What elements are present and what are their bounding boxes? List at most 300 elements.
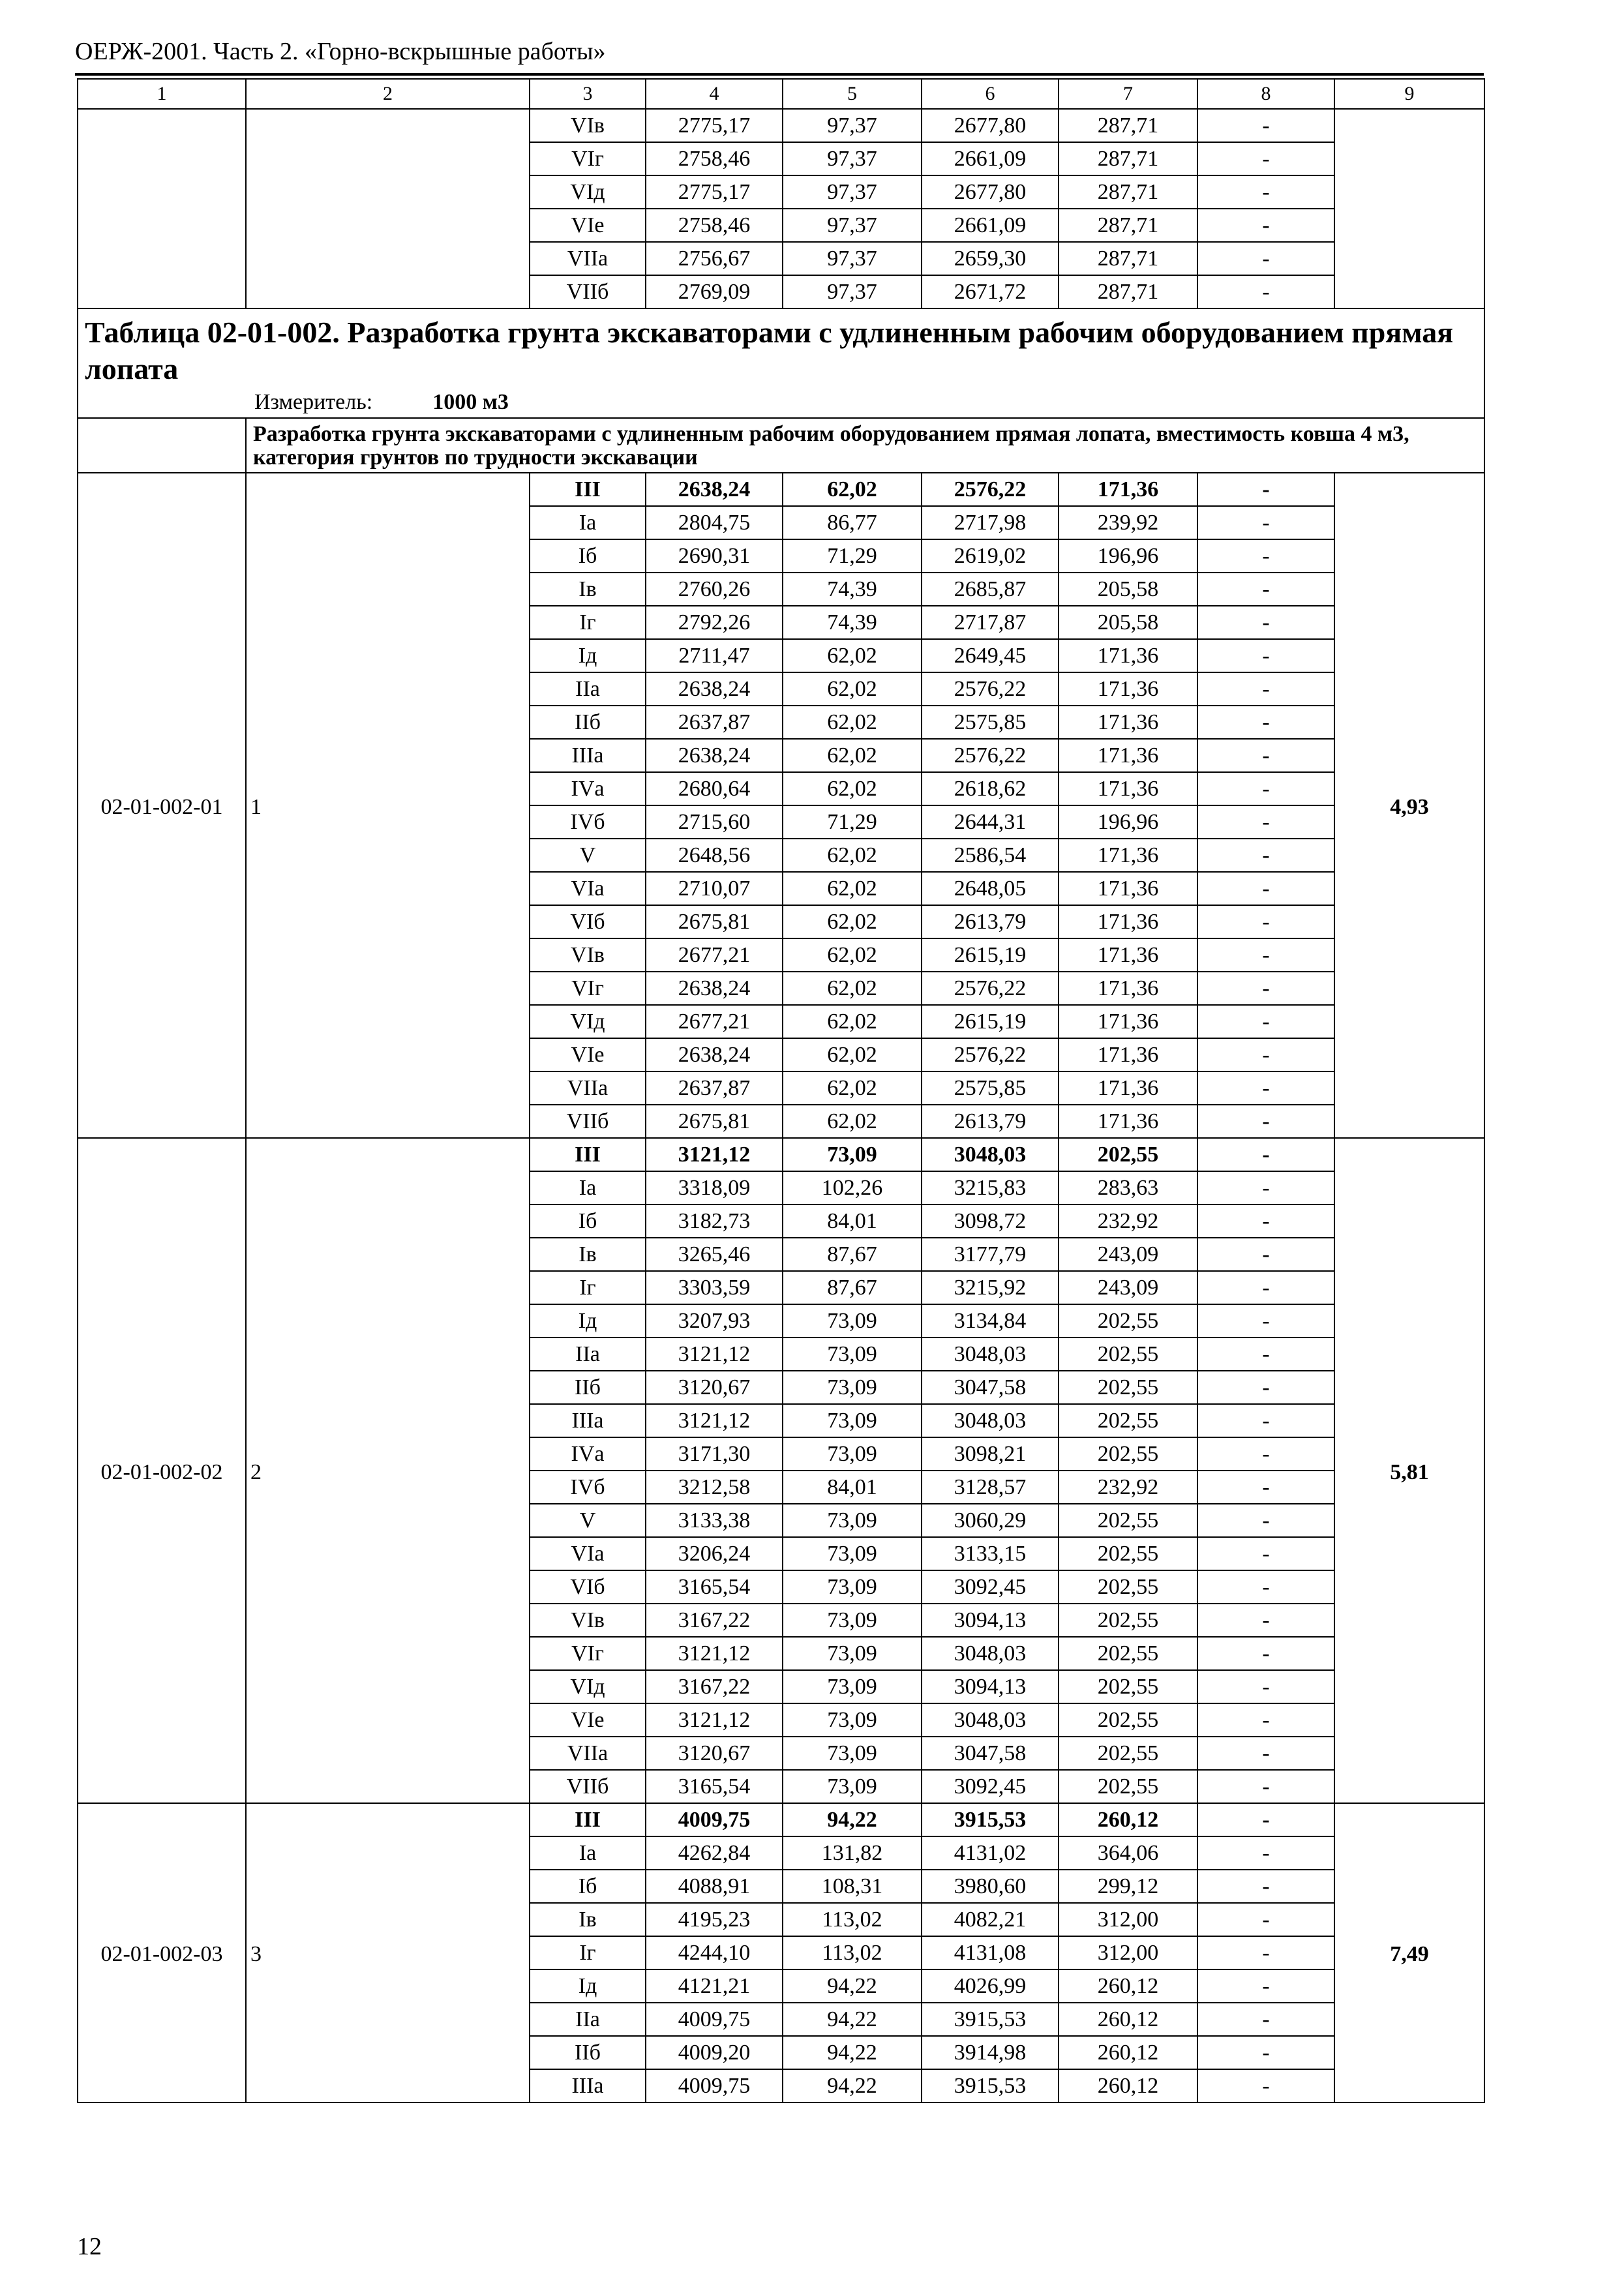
value-cell: 3265,46 <box>646 1238 783 1271</box>
value-cell: 94,22 <box>783 1803 922 1836</box>
column-number: 7 <box>1059 79 1197 109</box>
value-cell: 3212,58 <box>646 1471 783 1504</box>
soil-category-cell: Iд <box>530 1969 646 2003</box>
value-cell: 73,09 <box>783 1537 922 1570</box>
value-cell: 131,82 <box>783 1836 922 1870</box>
value-cell: - <box>1197 573 1334 606</box>
soil-category-cell: VIв <box>530 109 646 142</box>
value-cell: - <box>1197 1238 1334 1271</box>
value-cell: - <box>1197 672 1334 706</box>
soil-category-cell: Iв <box>530 1238 646 1271</box>
table-title-cell <box>78 308 1484 418</box>
value-cell: 3177,79 <box>922 1238 1059 1271</box>
value-cell: 2637,87 <box>646 1071 783 1105</box>
value-cell: 2576,22 <box>922 972 1059 1005</box>
value-cell: 3915,53 <box>922 2003 1059 2036</box>
value-cell: 73,09 <box>783 1304 922 1338</box>
value-cell: 3092,45 <box>922 1570 1059 1604</box>
soil-category-cell: VIд <box>530 175 646 209</box>
value-cell: - <box>1197 1637 1334 1670</box>
value-cell: 4082,21 <box>922 1903 1059 1936</box>
value-cell: 2575,85 <box>922 1071 1059 1105</box>
labor-cell: 7,49 <box>1334 1803 1484 2102</box>
value-cell: 364,06 <box>1059 1836 1197 1870</box>
value-cell: - <box>1197 1703 1334 1737</box>
value-cell: 287,71 <box>1059 242 1197 275</box>
value-cell: 62,02 <box>783 772 922 805</box>
value-cell: - <box>1197 175 1334 209</box>
value-cell: 3048,03 <box>922 1703 1059 1737</box>
value-cell: - <box>1197 2003 1334 2036</box>
value-cell: 243,09 <box>1059 1238 1197 1271</box>
value-cell: 73,09 <box>783 1703 922 1737</box>
value-cell: 2638,24 <box>646 473 783 506</box>
soil-category-cell: IIа <box>530 1338 646 1371</box>
value-cell: 2775,17 <box>646 175 783 209</box>
soil-category-cell: VIд <box>530 1670 646 1703</box>
value-cell: 202,55 <box>1059 1703 1197 1737</box>
value-cell: 87,67 <box>783 1238 922 1271</box>
value-cell: 202,55 <box>1059 1138 1197 1171</box>
value-cell: 3121,12 <box>646 1138 783 1171</box>
value-cell: 73,09 <box>783 1570 922 1604</box>
value-cell: 2661,09 <box>922 209 1059 242</box>
value-cell: - <box>1197 1969 1334 2003</box>
value-cell: 2638,24 <box>646 672 783 706</box>
value-cell: 202,55 <box>1059 1770 1197 1803</box>
value-cell: 287,71 <box>1059 109 1197 142</box>
value-cell: - <box>1197 1537 1334 1570</box>
value-cell: 2769,09 <box>646 275 783 308</box>
value-cell: - <box>1197 1570 1334 1604</box>
value-cell: - <box>1197 1903 1334 1936</box>
value-cell: 260,12 <box>1059 2069 1197 2102</box>
value-cell: 3121,12 <box>646 1404 783 1437</box>
value-cell: 2677,80 <box>922 109 1059 142</box>
value-cell: 108,31 <box>783 1870 922 1903</box>
value-cell: 3980,60 <box>922 1870 1059 1903</box>
value-cell: 202,55 <box>1059 1670 1197 1703</box>
value-cell: 287,71 <box>1059 275 1197 308</box>
value-cell: 97,37 <box>783 275 922 308</box>
soil-category-cell: IVа <box>530 1437 646 1471</box>
soil-category-cell: IIIа <box>530 739 646 772</box>
soil-category-cell: Iв <box>530 1903 646 1936</box>
value-cell: 94,22 <box>783 2069 922 2102</box>
value-cell: 4009,75 <box>646 2069 783 2102</box>
value-cell: 62,02 <box>783 839 922 872</box>
value-cell: 202,55 <box>1059 1504 1197 1537</box>
num-cell: 3 <box>246 1803 530 2102</box>
value-cell: 171,36 <box>1059 772 1197 805</box>
value-cell: 62,02 <box>783 1105 922 1138</box>
value-cell: 2659,30 <box>922 242 1059 275</box>
value-cell: 171,36 <box>1059 706 1197 739</box>
value-cell: - <box>1197 1138 1334 1171</box>
value-cell: 2775,17 <box>646 109 783 142</box>
soil-category-cell: IIб <box>530 2036 646 2069</box>
value-cell: 3165,54 <box>646 1570 783 1604</box>
value-cell: 4009,75 <box>646 2003 783 2036</box>
value-cell: - <box>1197 2036 1334 2069</box>
value-cell: - <box>1197 1670 1334 1703</box>
value-cell: - <box>1197 1204 1334 1238</box>
rates-table-body <box>78 79 1484 2102</box>
value-cell: 73,09 <box>783 1770 922 1803</box>
table-row <box>78 109 1484 142</box>
value-cell: 62,02 <box>783 1071 922 1105</box>
value-cell: 312,00 <box>1059 1936 1197 1969</box>
value-cell: - <box>1197 772 1334 805</box>
soil-category-cell: IIб <box>530 706 646 739</box>
soil-category-cell: VIг <box>530 972 646 1005</box>
value-cell: 260,12 <box>1059 1969 1197 2003</box>
value-cell: 3182,73 <box>646 1204 783 1238</box>
column-number: 4 <box>646 79 783 109</box>
value-cell: 283,63 <box>1059 1171 1197 1204</box>
value-cell: 2675,81 <box>646 1105 783 1138</box>
value-cell: 2804,75 <box>646 506 783 539</box>
value-cell: 62,02 <box>783 972 922 1005</box>
unit-line <box>254 390 1477 415</box>
column-number: 9 <box>1334 79 1484 109</box>
value-cell: 3303,59 <box>646 1271 783 1304</box>
soil-category-cell: III <box>530 1138 646 1171</box>
value-cell: - <box>1197 1071 1334 1105</box>
value-cell: 73,09 <box>783 1138 922 1171</box>
value-cell: 202,55 <box>1059 1371 1197 1404</box>
soil-category-cell: VIб <box>530 1570 646 1604</box>
value-cell: 2680,64 <box>646 772 783 805</box>
value-cell: - <box>1197 1936 1334 1969</box>
value-cell: 3915,53 <box>922 2069 1059 2102</box>
value-cell: 171,36 <box>1059 1038 1197 1071</box>
soil-category-cell: IVа <box>530 772 646 805</box>
value-cell: 73,09 <box>783 1504 922 1537</box>
value-cell: 4009,75 <box>646 1803 783 1836</box>
value-cell: 2648,05 <box>922 872 1059 905</box>
soil-category-cell: VIе <box>530 1038 646 1071</box>
table-row <box>78 1138 1484 1171</box>
value-cell: 3047,58 <box>922 1737 1059 1770</box>
value-cell: 243,09 <box>1059 1271 1197 1304</box>
value-cell: 4131,08 <box>922 1936 1059 1969</box>
value-cell: 2638,24 <box>646 739 783 772</box>
value-cell: 113,02 <box>783 1936 922 1969</box>
value-cell: 202,55 <box>1059 1304 1197 1338</box>
column-number: 6 <box>922 79 1059 109</box>
value-cell: 171,36 <box>1059 872 1197 905</box>
value-cell: - <box>1197 872 1334 905</box>
soil-category-cell: V <box>530 1504 646 1537</box>
column-number: 5 <box>783 79 922 109</box>
value-cell: 94,22 <box>783 2036 922 2069</box>
value-cell: 74,39 <box>783 606 922 639</box>
value-cell: 73,09 <box>783 1604 922 1637</box>
value-cell: 97,37 <box>783 209 922 242</box>
value-cell: - <box>1197 1171 1334 1204</box>
value-cell: 2677,80 <box>922 175 1059 209</box>
code-cell: 02-01-002-02 <box>78 1138 246 1803</box>
code-cell <box>78 109 246 308</box>
value-cell: - <box>1197 1271 1334 1304</box>
value-cell: 2685,87 <box>922 573 1059 606</box>
value-cell: 2575,85 <box>922 706 1059 739</box>
table-row <box>78 473 1484 506</box>
value-cell: - <box>1197 706 1334 739</box>
value-cell: 4195,23 <box>646 1903 783 1936</box>
value-cell: 62,02 <box>783 739 922 772</box>
soil-category-cell: Iа <box>530 506 646 539</box>
value-cell: 2638,24 <box>646 972 783 1005</box>
value-cell: - <box>1197 839 1334 872</box>
unit-label: Измеритель: <box>254 390 373 414</box>
value-cell: 202,55 <box>1059 1338 1197 1371</box>
value-cell: 3092,45 <box>922 1770 1059 1803</box>
value-cell: 2638,24 <box>646 1038 783 1071</box>
value-cell: 171,36 <box>1059 639 1197 672</box>
soil-category-cell: VIа <box>530 872 646 905</box>
value-cell: 2756,67 <box>646 242 783 275</box>
value-cell: 3120,67 <box>646 1371 783 1404</box>
value-cell: - <box>1197 109 1334 142</box>
soil-category-cell: Iб <box>530 1870 646 1903</box>
value-cell: 2644,31 <box>922 805 1059 839</box>
value-cell: 73,09 <box>783 1371 922 1404</box>
value-cell: 171,36 <box>1059 938 1197 972</box>
value-cell: 2690,31 <box>646 539 783 573</box>
value-cell: 196,96 <box>1059 539 1197 573</box>
soil-category-cell: VIд <box>530 1005 646 1038</box>
soil-category-cell: Iб <box>530 1204 646 1238</box>
value-cell: 3215,83 <box>922 1171 1059 1204</box>
code-cell: 02-01-002-01 <box>78 473 246 1138</box>
value-cell: - <box>1197 1604 1334 1637</box>
value-cell: 2717,98 <box>922 506 1059 539</box>
value-cell: - <box>1197 972 1334 1005</box>
value-cell: 4121,21 <box>646 1969 783 2003</box>
value-cell: 3318,09 <box>646 1171 783 1204</box>
value-cell: - <box>1197 1504 1334 1537</box>
value-cell: - <box>1197 739 1334 772</box>
value-cell: 2671,72 <box>922 275 1059 308</box>
value-cell: 2792,26 <box>646 606 783 639</box>
page-header-title: ОЕРЖ-2001. Часть 2. «Горно-вскрышные работы» <box>75 38 606 65</box>
value-cell: 232,92 <box>1059 1204 1197 1238</box>
value-cell: - <box>1197 1770 1334 1803</box>
value-cell: 3133,38 <box>646 1504 783 1537</box>
value-cell: - <box>1197 1737 1334 1770</box>
value-cell: - <box>1197 1803 1334 1836</box>
value-cell: 3094,13 <box>922 1604 1059 1637</box>
value-cell: 171,36 <box>1059 972 1197 1005</box>
value-cell: 3206,24 <box>646 1537 783 1570</box>
value-cell: - <box>1197 639 1334 672</box>
value-cell: 2677,21 <box>646 938 783 972</box>
value-cell: 205,58 <box>1059 573 1197 606</box>
value-cell: 287,71 <box>1059 209 1197 242</box>
soil-category-cell: Iа <box>530 1171 646 1204</box>
value-cell: 171,36 <box>1059 839 1197 872</box>
table-title-row <box>78 308 1484 418</box>
soil-category-cell: III <box>530 1803 646 1836</box>
value-cell: 2576,22 <box>922 1038 1059 1071</box>
table-description-row <box>78 418 1484 473</box>
value-cell: 4262,84 <box>646 1836 783 1870</box>
value-cell: 3094,13 <box>922 1670 1059 1703</box>
value-cell: 3207,93 <box>646 1304 783 1338</box>
value-cell: 287,71 <box>1059 175 1197 209</box>
value-cell: 2715,60 <box>646 805 783 839</box>
value-cell: 84,01 <box>783 1471 922 1504</box>
value-cell: 2648,56 <box>646 839 783 872</box>
value-cell: 71,29 <box>783 539 922 573</box>
value-cell: 97,37 <box>783 242 922 275</box>
value-cell: 4088,91 <box>646 1870 783 1903</box>
soil-category-cell: IVб <box>530 1471 646 1504</box>
value-cell: 2586,54 <box>922 839 1059 872</box>
value-cell: 4009,20 <box>646 2036 783 2069</box>
value-cell: 62,02 <box>783 473 922 506</box>
value-cell: 202,55 <box>1059 1570 1197 1604</box>
num-cell <box>246 109 530 308</box>
value-cell: - <box>1197 1338 1334 1371</box>
value-cell: 2618,62 <box>922 772 1059 805</box>
value-cell: 171,36 <box>1059 1005 1197 1038</box>
value-cell: 171,36 <box>1059 672 1197 706</box>
soil-category-cell: VIб <box>530 905 646 938</box>
value-cell: 2675,81 <box>646 905 783 938</box>
value-cell: - <box>1197 209 1334 242</box>
soil-category-cell: Iд <box>530 1304 646 1338</box>
value-cell: 2711,47 <box>646 639 783 672</box>
value-cell: - <box>1197 1404 1334 1437</box>
value-cell: 4026,99 <box>922 1969 1059 2003</box>
value-cell: 171,36 <box>1059 473 1197 506</box>
value-cell: 86,77 <box>783 506 922 539</box>
value-cell: 113,02 <box>783 1903 922 1936</box>
value-cell: 260,12 <box>1059 2003 1197 2036</box>
value-cell: 3121,12 <box>646 1338 783 1371</box>
value-cell: 196,96 <box>1059 805 1197 839</box>
soil-category-cell: IVб <box>530 805 646 839</box>
value-cell: 202,55 <box>1059 1437 1197 1471</box>
value-cell: - <box>1197 805 1334 839</box>
soil-category-cell: IIIа <box>530 1404 646 1437</box>
value-cell: 87,67 <box>783 1271 922 1304</box>
num-cell: 2 <box>246 1138 530 1803</box>
soil-category-cell: IIа <box>530 672 646 706</box>
value-cell: 2576,22 <box>922 672 1059 706</box>
soil-category-cell: VIIб <box>530 1770 646 1803</box>
value-cell: 62,02 <box>783 905 922 938</box>
rates-table <box>77 78 1485 2103</box>
value-cell: 2661,09 <box>922 142 1059 175</box>
soil-category-cell: VIг <box>530 142 646 175</box>
value-cell: 2758,46 <box>646 209 783 242</box>
value-cell: 3128,57 <box>922 1471 1059 1504</box>
value-cell: 3120,67 <box>646 1737 783 1770</box>
labor-cell: 5,81 <box>1334 1138 1484 1803</box>
soil-category-cell: Iв <box>530 573 646 606</box>
soil-category-cell: VIв <box>530 1604 646 1637</box>
table-row <box>78 1803 1484 1836</box>
value-cell: 2758,46 <box>646 142 783 175</box>
value-cell: 74,39 <box>783 573 922 606</box>
value-cell: 73,09 <box>783 1637 922 1670</box>
column-number-row <box>78 79 1484 109</box>
value-cell: 2710,07 <box>646 872 783 905</box>
column-number: 3 <box>530 79 646 109</box>
value-cell: 3133,15 <box>922 1537 1059 1570</box>
value-cell: 202,55 <box>1059 1404 1197 1437</box>
column-number: 8 <box>1197 79 1334 109</box>
value-cell: 73,09 <box>783 1670 922 1703</box>
soil-category-cell: Iг <box>530 1271 646 1304</box>
value-cell: - <box>1197 1437 1334 1471</box>
value-cell: 171,36 <box>1059 739 1197 772</box>
value-cell: 299,12 <box>1059 1870 1197 1903</box>
value-cell: 260,12 <box>1059 2036 1197 2069</box>
value-cell: - <box>1197 506 1334 539</box>
value-cell: 2677,21 <box>646 1005 783 1038</box>
value-cell: 73,09 <box>783 1437 922 1471</box>
value-cell: 97,37 <box>783 109 922 142</box>
value-cell: - <box>1197 1371 1334 1404</box>
value-cell: 2717,87 <box>922 606 1059 639</box>
value-cell: 260,12 <box>1059 1803 1197 1836</box>
value-cell: 3167,22 <box>646 1670 783 1703</box>
value-cell: 205,58 <box>1059 606 1197 639</box>
value-cell: 3047,58 <box>922 1371 1059 1404</box>
value-cell: - <box>1197 1005 1334 1038</box>
value-cell: 3048,03 <box>922 1338 1059 1371</box>
column-number: 1 <box>78 79 246 109</box>
value-cell: - <box>1197 1471 1334 1504</box>
value-cell: 102,26 <box>783 1171 922 1204</box>
soil-category-cell: V <box>530 839 646 872</box>
soil-category-cell: VIе <box>530 209 646 242</box>
value-cell: - <box>1197 539 1334 573</box>
table-description: Разработка грунта экскаваторами с удлиненным рабочим оборудованием прямая лопата, вместимость ковша 4 м3, категория грунтов по трудности экскавации <box>246 418 1484 473</box>
value-cell: 3060,29 <box>922 1504 1059 1537</box>
soil-category-cell: Iб <box>530 539 646 573</box>
value-cell: 312,00 <box>1059 1903 1197 1936</box>
value-cell: 4131,02 <box>922 1836 1059 1870</box>
value-cell: 97,37 <box>783 175 922 209</box>
value-cell: 73,09 <box>783 1338 922 1371</box>
value-cell: 202,55 <box>1059 1637 1197 1670</box>
value-cell: 287,71 <box>1059 142 1197 175</box>
soil-category-cell: VIIб <box>530 275 646 308</box>
value-cell: - <box>1197 1304 1334 1338</box>
soil-category-cell: VIг <box>530 1637 646 1670</box>
soil-category-cell: Iа <box>530 1836 646 1870</box>
value-cell: 2760,26 <box>646 573 783 606</box>
value-cell: - <box>1197 606 1334 639</box>
value-cell: 2613,79 <box>922 905 1059 938</box>
soil-category-cell: VIIа <box>530 1071 646 1105</box>
value-cell: 3915,53 <box>922 1803 1059 1836</box>
value-cell: 3914,98 <box>922 2036 1059 2069</box>
value-cell: 239,92 <box>1059 506 1197 539</box>
value-cell: 3098,72 <box>922 1204 1059 1238</box>
value-cell: 3048,03 <box>922 1637 1059 1670</box>
value-cell: 3165,54 <box>646 1770 783 1803</box>
description-spacer-cell <box>78 418 246 473</box>
value-cell: 73,09 <box>783 1737 922 1770</box>
value-cell: 84,01 <box>783 1204 922 1238</box>
